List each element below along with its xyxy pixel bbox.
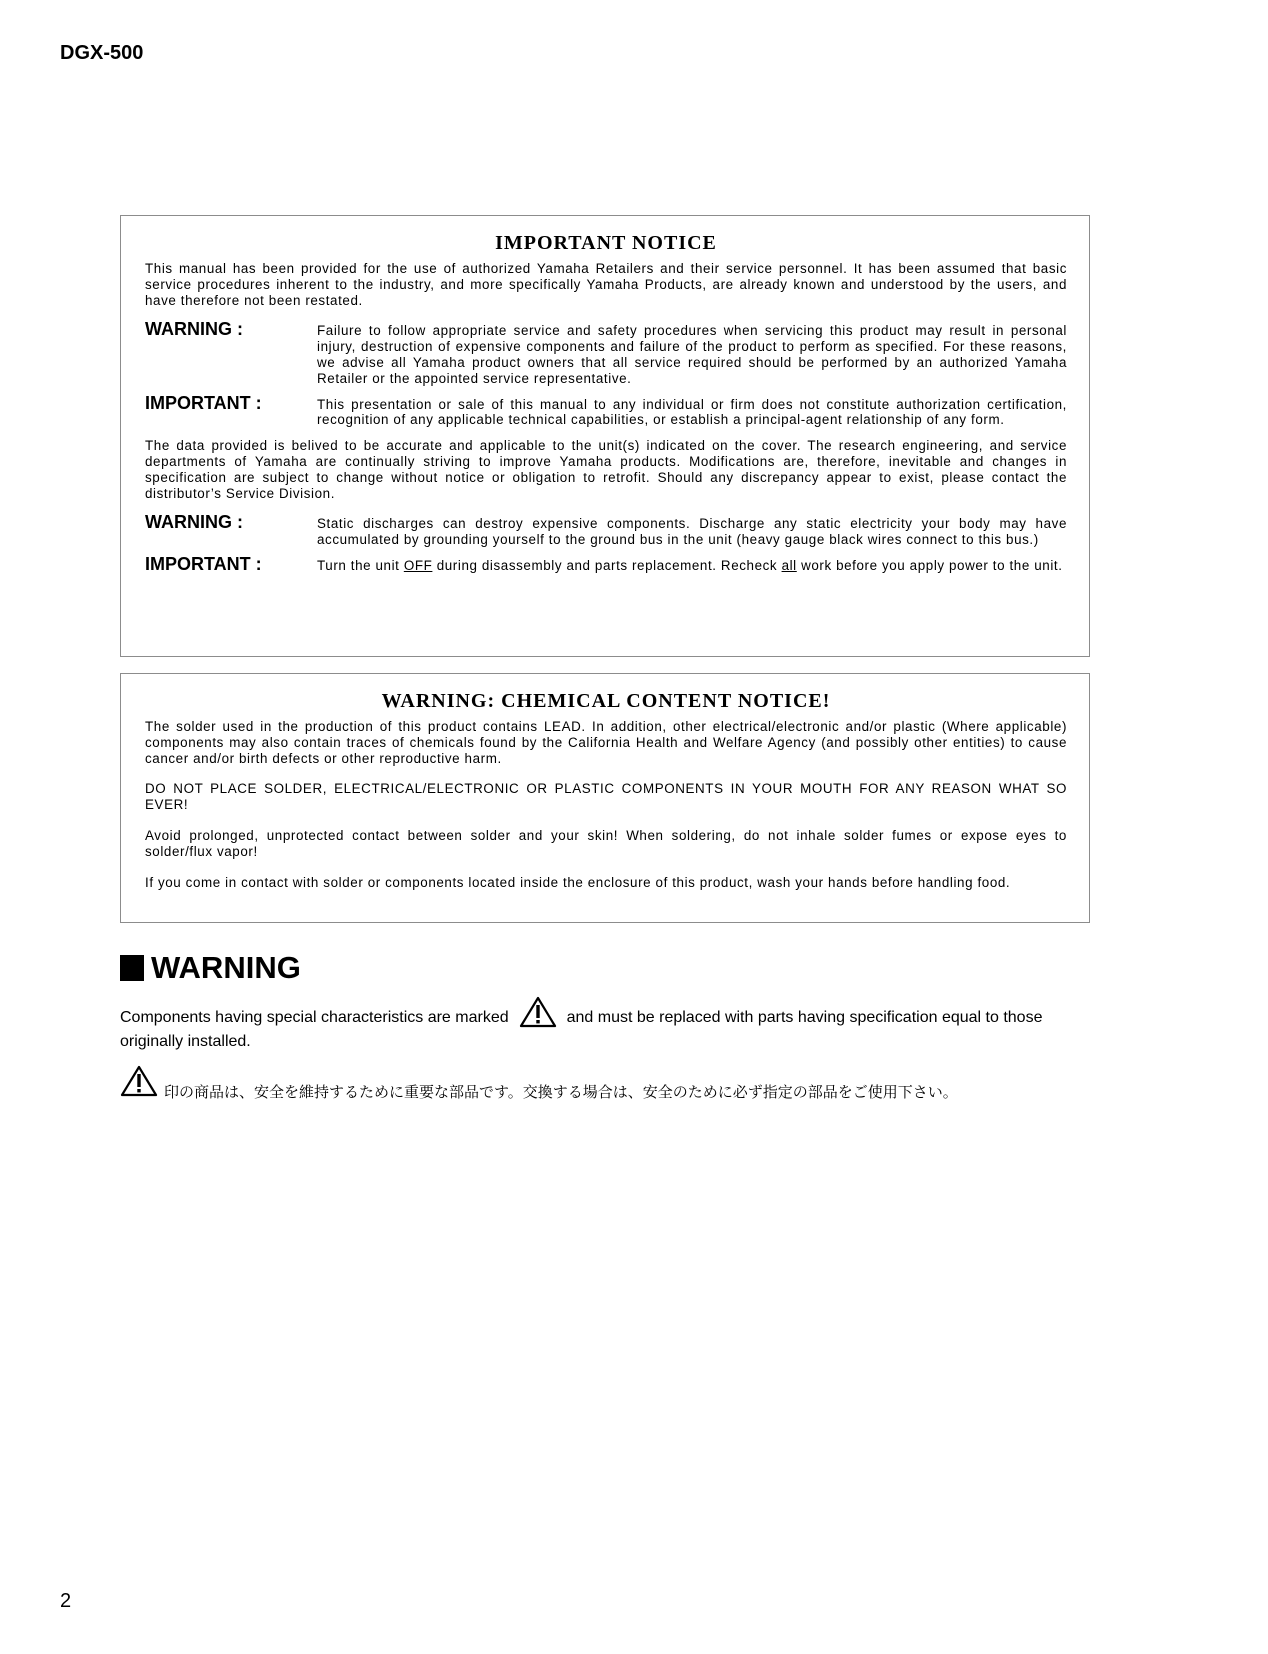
notice-item-warning-1 [145,319,1067,386]
chemical-paragraph: Avoid prolonged, unprotected contact between solder and your skin! When soldering, do not inhale solder fumes or expose eyes to solder/flux vapor! [145,827,1067,859]
black-square-icon [120,955,144,981]
notice-item-text: Static discharges can destroy expensive components. Discharge any static electricity your body may have accumulated by grounding yourself to the ground bus in the unit (heavy gauge black wires connect to this bus.) [317,516,1067,548]
model-name: DGX-500 [60,42,144,64]
notice-item-text: Failure to follow appropriate service and safety procedures when servicing this product may result in personal injury, destruction of expensive components and failure of the product to perform as specified. For these reasons, we advise all Yamaha product owners that all service required should be performed by an authorized Yamaha Retailer or the appointed service representative. [317,323,1067,386]
components-note-before: Components having special characteristics are marked [120,1009,509,1026]
notice-item-text [317,558,1067,574]
chemical-notice-title: WARNING: CHEMICAL CONTENT NOTICE! [381,690,831,712]
japanese-note-text: 印の商品は、安全を維持するために重要な部品です。交換する場合は、安全のために必ず指定の部品をご使用下さい。 [164,1083,958,1101]
chemical-paragraph: The solder used in the production of this product contains LEAD. In addition, other electrical/electronic and/or plastic (Where applicable) components may also contain traces of chemicals found by the California Health and Welfare Agency (and possibly other entities) to cause cancer and/or birth defects or other reproductive harm. [145,719,1067,766]
notice-item-important-1 [145,392,1067,429]
important-notice-intro: This manual has been provided for the use of authorized Yamaha Retailers and their service personnel. It has been assumed that basic service procedures inherent to the industry, and more specifically Yamaha Products, are already known and understood by the users, and have therefore not been restated. [145,261,1067,308]
page-number: 2 [60,1590,72,1612]
chemical-paragraph: If you come in contact with solder or components located inside the enclosure of this product, wash your hands before handling food. [145,874,1011,890]
important-notice-title: IMPORTANT NOTICE [495,232,717,254]
warning-heading-text: WARNING [151,950,301,985]
components-note-after: and must be replaced with parts having specification equal to those originally installed. [120,1009,1043,1050]
chemical-notice-box [120,673,1090,923]
notice-item-label: IMPORTANT : [145,392,262,413]
warning-triangle-icon [120,1065,158,1101]
notice-item-label: WARNING : [145,512,243,533]
data-accuracy-paragraph: The data provided is belived to be accurate and applicable to the unit(s) indicated on the cover. The research engineering, and service departments of Yamaha are continually striving to improve Yamaha products. Modifications are, therefore, inevitable and changes in specification are subject to change without notice or obligation to retrofit. Should any discrepancy appear to exist, please contact the distributor’s Service Division. [145,438,1067,501]
notice-item-label: IMPORTANT : [145,553,262,574]
notice-item-label: WARNING : [145,319,243,340]
notice-item-text: This presentation or sale of this manual to any individual or firm does not constitute authorization certification, recognition of any applicable technical capabilities, or establish a principal-agent relationship of any form. [317,396,1067,428]
underlined-off: OFF [403,557,433,573]
notice-item-important-2 [145,553,1067,574]
text-part: during disassembly and parts replacement. Recheck [432,557,782,573]
text-part: work before you apply power to the unit. [796,557,1063,573]
underlined-all: all [781,557,797,573]
components-note [120,996,1095,1051]
notice-item-warning-2 [145,512,1067,548]
important-notice-box [120,215,1090,657]
warning-heading [120,950,1100,986]
japanese-note [120,1065,1100,1101]
text-part: Turn the unit [317,557,404,573]
chemical-paragraph: DO NOT PLACE SOLDER, ELECTRICAL/ELECTRONIC OR PLASTIC COMPONENTS IN YOUR MOUTH FOR ANY REASON WHAT SO EVER! [145,781,1067,813]
warning-triangle-icon [519,996,557,1033]
warning-section [120,950,1100,1101]
